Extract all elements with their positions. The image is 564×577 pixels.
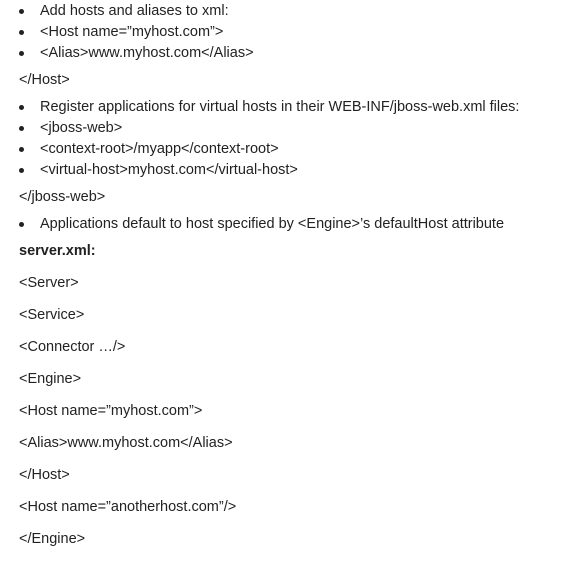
code-line: </Engine> [19, 531, 86, 547]
bullet-icon [19, 222, 24, 227]
list-item-text: Add hosts and aliases to xml: [40, 3, 229, 19]
server-xml-heading: server.xml: [19, 243, 96, 259]
code-line: <Service> [19, 307, 85, 323]
list-item [19, 22, 564, 43]
bullet-list-hosts [0, 0, 564, 64]
list-item [19, 1, 564, 22]
code-line: <Engine> [19, 371, 82, 387]
list-item-text: Applications default to host specified by <Engine>’s defaultHost attribute [40, 216, 505, 232]
bullet-icon [19, 105, 24, 110]
bullet-list-register [0, 97, 564, 181]
bullet-icon [19, 126, 24, 131]
code-line: </Host> [19, 467, 70, 483]
bullet-icon [19, 30, 24, 35]
list-item-text: <Host name=”myhost.com”> [40, 24, 224, 40]
list-item [19, 160, 564, 181]
bullet-icon [19, 147, 24, 152]
code-line: <Host name=”myhost.com”> [19, 403, 203, 419]
list-item [19, 43, 564, 64]
list-item-text: Register applications for virtual hosts in their WEB-INF/jboss-web.xml files: [40, 99, 520, 115]
list-item-text: <virtual-host>myhost.com</virtual-host> [40, 162, 298, 178]
bullet-icon [19, 9, 24, 14]
bullet-icon [19, 168, 24, 173]
bullet-icon [19, 51, 24, 56]
code-line: <Server> [19, 275, 79, 291]
list-item [19, 118, 564, 139]
code-line: <Connector …/> [19, 339, 126, 355]
code-line: <Alias>www.myhost.com</Alias> [19, 435, 233, 451]
list-item-text: <Alias>www.myhost.com</Alias> [40, 45, 254, 61]
host-close-tag: </Host> [19, 72, 70, 88]
list-item-text: <jboss-web> [40, 120, 123, 136]
list-item-text: <context-root>/myapp</context-root> [40, 141, 279, 157]
code-line: <Host name=”anotherhost.com”/> [19, 499, 237, 515]
list-item [19, 97, 564, 118]
jboss-web-close-tag: </jboss-web> [19, 189, 106, 205]
list-item [19, 139, 564, 160]
bullet-list-defaults [0, 214, 564, 235]
list-item [19, 214, 564, 235]
